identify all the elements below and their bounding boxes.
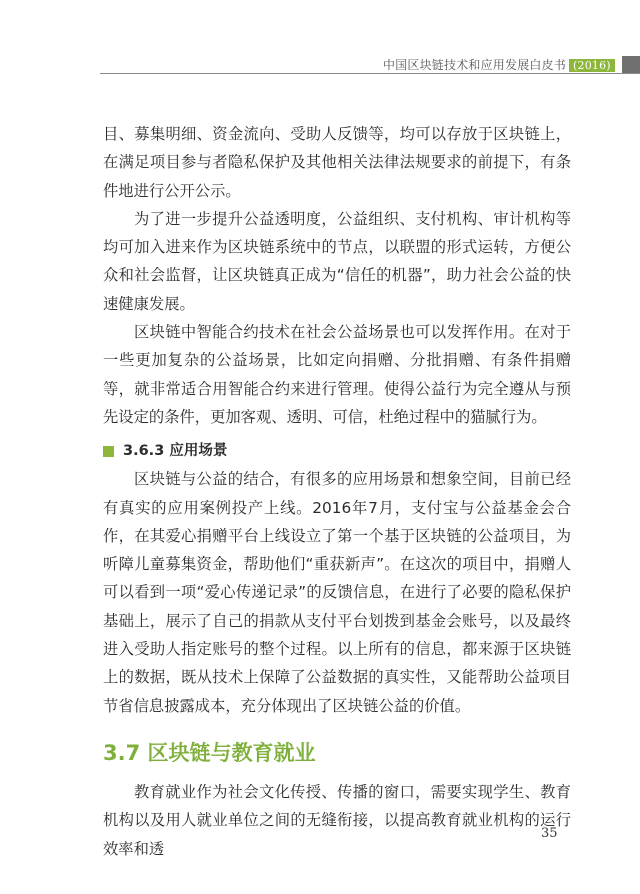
header-title [383, 56, 615, 73]
body-paragraph-3: 区块链中智能合约技术在社会公益场景也可以发挥作用。在对于一些更加复杂的公益场景，比如定向捐赠、分批捐赠、有条件捐赠等，就非常适合用智能合约来进行管理。使得公益行为完全遵从与预先设定的条件，更加客观、透明、可信，杜绝过程中的猫腻行为。 [103, 323, 571, 426]
header-year-badge: (2016) [569, 59, 615, 72]
header-rule [100, 73, 640, 74]
running-header [100, 54, 640, 74]
subsection-paragraph: 区块链与公益的结合，有很多的应用场景和想象空间，目前已经有真实的应用案例投产上线。2016年7月，支付宝与公益基金会合作，在其爱心捐赠平台上线设立了第一个基于区块链的公益项目，为听障儿童募集资金，帮助他们“重获新声”。在这次的项目中，捐赠人可以看到一项“爱心传递记录”的反馈信息，在进行了必要的隐私保护基础上，展示了自己的捐款从支付平台划拨到基金会账号，以及最终进入受助人指定账号的整个过程。以上所有的信息，都来源于区块链上的数据，既从技术上保障了公益数据的真实性，又能帮助公益项目节省信息披露成本，充分体现出了区块链公益的价值。 [103, 470, 571, 715]
subsection-heading [103, 437, 571, 465]
section-heading: 3.7 区块链与教育就业 [103, 740, 316, 765]
green-square-bullet-icon [103, 446, 114, 457]
body-paragraph-1: 目、募集明细、资金流向、受助人反馈等，均可以存放于区块链上，在满足项目参与者隐私保护及其他相关法律法规要求的前提下，有条件地进行公开公示。 [103, 125, 571, 200]
body-paragraph-2: 为了进一步提升公益透明度，公益组织、支付机构、审计机构等均可加入进来作为区块链系统中的节点，以联盟的形式运转，方便公众和社会监督，让区块链真正成为“信任的机器”，助力社会公益的快速健康发展。 [103, 209, 571, 313]
page-number: 35 [541, 826, 558, 841]
section-paragraph: 教育就业作为社会文化传授、传播的窗口，需要实现学生、教育机构以及用人就业单位之间的无缝衔接，以提高教育就业机构的运行效率和透 [103, 782, 571, 858]
header-title-text: 中国区块链技术和应用发展白皮书 [383, 58, 567, 72]
header-gray-block [622, 56, 640, 73]
page-body [103, 120, 571, 863]
subsection-heading-text: 3.6.3 应用场景 [123, 443, 228, 460]
